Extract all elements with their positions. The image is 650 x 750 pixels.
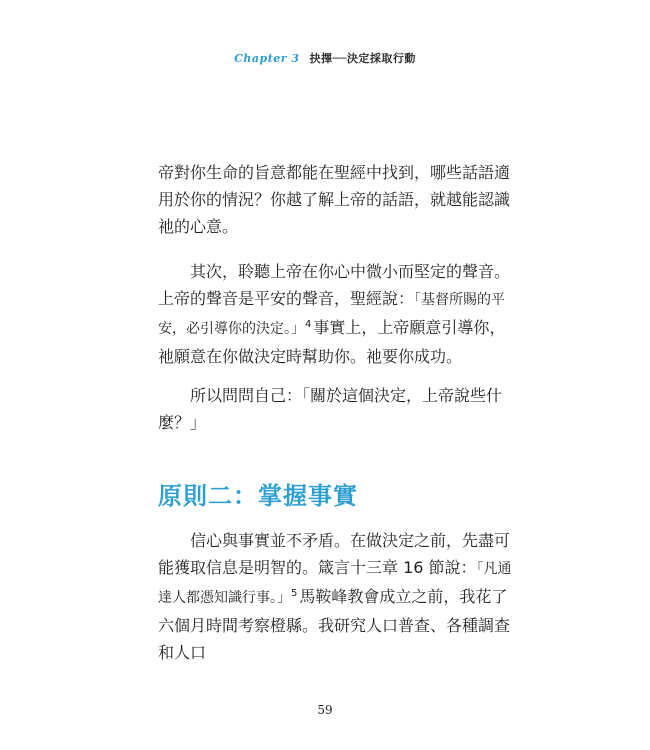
chapter-title: 抉擇──決定採取行動 [309,52,416,65]
footnote-marker-4: 4 [305,318,312,330]
running-header [0,50,650,66]
footnote-marker-5: 5 [291,587,298,599]
scripture-quote-2: 「凡通達人都憑知識行事。」 [158,561,512,606]
paragraph-4-text-a: 信心與事實並不矛盾。在做決定之前，先盡可能獲取信息是明智的。箴言十三章 16 節說： [158,531,511,577]
paragraph-4 [158,527,518,666]
chapter-label: Chapter 3 [234,52,300,65]
page-number: 59 [317,703,333,717]
paragraph-1: 帝對你生命的旨意都能在聖經中找到，哪些話語適用於你的情況？你越了解上帝的話語，就越能認識祂的心意。 [158,163,511,236]
paragraph-4-text-b: 馬鞍峰教會成立之前，我花了六個月時間考察橙縣。我研究人口普查、各種調查和人口 [158,587,511,662]
paragraph-2 [158,258,518,370]
paragraph-2-text-a: 其次，聆聽上帝在你心中微小而堅定的聲音。上帝的聲音是平安的聲音，聖經說： [158,262,511,308]
scripture-quote-1: 「基督所賜的平安，必引導你的決定。」 [158,292,506,337]
section-heading: 原則二：掌握事實 [158,481,358,510]
paragraph-3: 所以問問自己：「關於這個決定，上帝說些什麼？」 [158,386,503,432]
paragraph-2-text-b: 事實上，上帝願意引導你，祂願意在你做決定時幫助你。祂要你成功。 [158,318,506,366]
